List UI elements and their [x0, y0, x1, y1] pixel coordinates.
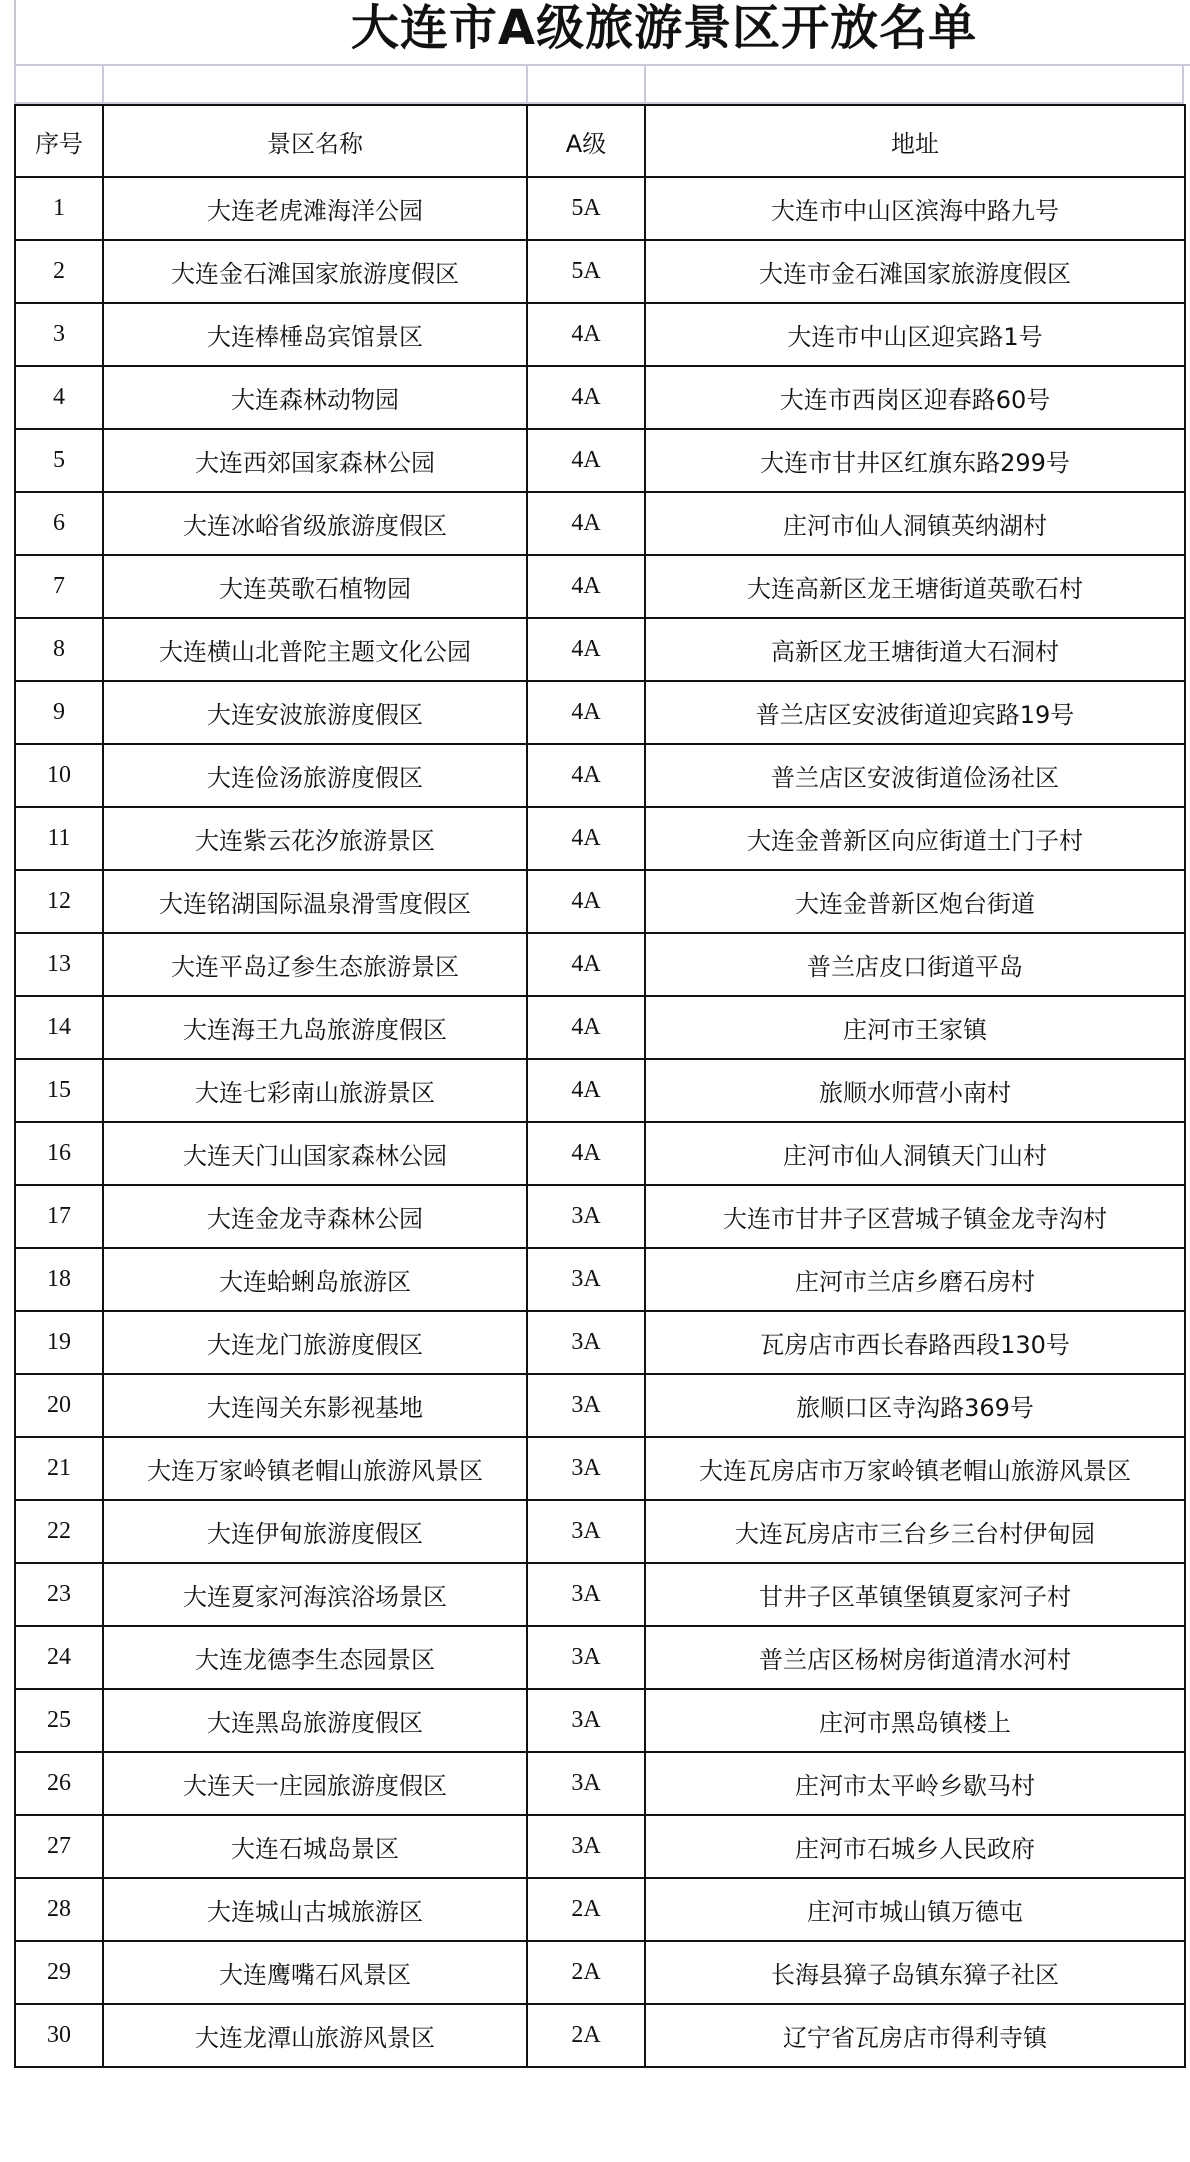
table-row: [15, 366, 1185, 429]
cell-address: 旅顺口区寺沟路369号: [645, 1374, 1185, 1437]
table-row: [15, 681, 1185, 744]
cell-level: 3A: [527, 1752, 645, 1815]
cell-address: 庄河市兰店乡磨石房村: [645, 1248, 1185, 1311]
cell-address: 庄河市黑岛镇楼上: [645, 1689, 1185, 1752]
cell-no: 11: [15, 807, 103, 870]
cell-name: 大连铭湖国际温泉滑雪度假区: [103, 870, 527, 933]
table-row: [15, 870, 1185, 933]
cell-no: 7: [15, 555, 103, 618]
cell-level: 4A: [527, 429, 645, 492]
scenic-spot-table: [14, 104, 1186, 2068]
cell-address: 庄河市仙人洞镇英纳湖村: [645, 492, 1185, 555]
cell-level: 3A: [527, 1500, 645, 1563]
cell-address: 辽宁省瓦房店市得利寺镇: [645, 2004, 1185, 2067]
table-row: [15, 1374, 1185, 1437]
cell-name: 大连城山古城旅游区: [103, 1878, 527, 1941]
cell-name: 大连英歌石植物园: [103, 555, 527, 618]
cell-level: 4A: [527, 681, 645, 744]
cell-name: 大连天门山国家森林公园: [103, 1122, 527, 1185]
cell-address: 大连瓦房店市三台乡三台村伊甸园: [645, 1500, 1185, 1563]
cell-address: 大连高新区龙王塘街道英歌石村: [645, 555, 1185, 618]
table-row: [15, 1815, 1185, 1878]
cell-level: 3A: [527, 1374, 645, 1437]
cell-name: 大连黑岛旅游度假区: [103, 1689, 527, 1752]
cell-address: 大连市中山区迎宾路1号: [645, 303, 1185, 366]
cell-address: 大连市金石滩国家旅游度假区: [645, 240, 1185, 303]
table-row: [15, 177, 1185, 240]
cell-level: 2A: [527, 1941, 645, 2004]
cell-no: 12: [15, 870, 103, 933]
empty-cell: [644, 66, 1184, 104]
table-row: [15, 807, 1185, 870]
table-row: [15, 429, 1185, 492]
cell-level: 3A: [527, 1815, 645, 1878]
cell-level: 4A: [527, 366, 645, 429]
cell-no: 15: [15, 1059, 103, 1122]
cell-no: 1: [15, 177, 103, 240]
cell-level: 2A: [527, 2004, 645, 2067]
title-row: [14, 0, 1190, 66]
cell-no: 23: [15, 1563, 103, 1626]
cell-level: 3A: [527, 1311, 645, 1374]
table-row: [15, 1248, 1185, 1311]
cell-name: 大连西郊国家森林公园: [103, 429, 527, 492]
cell-level: 4A: [527, 618, 645, 681]
cell-address: 庄河市城山镇万德屯: [645, 1878, 1185, 1941]
cell-name: 大连龙德李生态园景区: [103, 1626, 527, 1689]
cell-level: 3A: [527, 1689, 645, 1752]
cell-name: 大连俭汤旅游度假区: [103, 744, 527, 807]
cell-level: 3A: [527, 1563, 645, 1626]
cell-no: 25: [15, 1689, 103, 1752]
cell-address: 普兰店皮口街道平岛: [645, 933, 1185, 996]
cell-level: 4A: [527, 807, 645, 870]
table-row: [15, 1122, 1185, 1185]
table-row: [15, 492, 1185, 555]
cell-name: 大连闯关东影视基地: [103, 1374, 527, 1437]
cell-name: 大连七彩南山旅游景区: [103, 1059, 527, 1122]
table-row: [15, 744, 1185, 807]
cell-name: 大连冰峪省级旅游度假区: [103, 492, 527, 555]
cell-no: 6: [15, 492, 103, 555]
cell-no: 24: [15, 1626, 103, 1689]
table-row: [15, 933, 1185, 996]
table-row: [15, 1059, 1185, 1122]
table-row: [15, 240, 1185, 303]
cell-level: 4A: [527, 870, 645, 933]
cell-name: 大连安波旅游度假区: [103, 681, 527, 744]
empty-row: [14, 66, 1190, 104]
cell-address: 大连市甘井子区营城子镇金龙寺沟村: [645, 1185, 1185, 1248]
cell-name: 大连紫云花汐旅游景区: [103, 807, 527, 870]
cell-no: 8: [15, 618, 103, 681]
cell-no: 4: [15, 366, 103, 429]
header-level: A级: [527, 105, 645, 177]
table-row: [15, 1626, 1185, 1689]
cell-name: 大连老虎滩海洋公园: [103, 177, 527, 240]
cell-name: 大连石城岛景区: [103, 1815, 527, 1878]
table-row: [15, 1689, 1185, 1752]
cell-no: 21: [15, 1437, 103, 1500]
cell-no: 29: [15, 1941, 103, 2004]
cell-address: 普兰店区杨树房街道清水河村: [645, 1626, 1185, 1689]
cell-name: 大连伊甸旅游度假区: [103, 1500, 527, 1563]
cell-name: 大连金龙寺森林公园: [103, 1185, 527, 1248]
cell-no: 30: [15, 2004, 103, 2067]
cell-level: 4A: [527, 996, 645, 1059]
cell-level: 3A: [527, 1437, 645, 1500]
cell-name: 大连龙门旅游度假区: [103, 1311, 527, 1374]
cell-address: 普兰店区安波街道俭汤社区: [645, 744, 1185, 807]
cell-level: 3A: [527, 1185, 645, 1248]
table-row: [15, 1752, 1185, 1815]
cell-level: 5A: [527, 240, 645, 303]
table-row: [15, 1185, 1185, 1248]
cell-address: 甘井子区革镇堡镇夏家河子村: [645, 1563, 1185, 1626]
cell-no: 9: [15, 681, 103, 744]
cell-level: 4A: [527, 1122, 645, 1185]
cell-level: 5A: [527, 177, 645, 240]
table-row: [15, 1878, 1185, 1941]
table-row: [15, 1437, 1185, 1500]
cell-level: 4A: [527, 492, 645, 555]
cell-address: 庄河市石城乡人民政府: [645, 1815, 1185, 1878]
cell-address: 庄河市太平岭乡歇马村: [645, 1752, 1185, 1815]
table-header-row: [15, 105, 1185, 177]
cell-name: 大连蛤蜊岛旅游区: [103, 1248, 527, 1311]
header-name: 景区名称: [103, 105, 527, 177]
empty-cell: [14, 66, 102, 104]
cell-no: 3: [15, 303, 103, 366]
cell-name: 大连天一庄园旅游度假区: [103, 1752, 527, 1815]
cell-no: 17: [15, 1185, 103, 1248]
cell-name: 大连棒棰岛宾馆景区: [103, 303, 527, 366]
cell-no: 18: [15, 1248, 103, 1311]
cell-no: 20: [15, 1374, 103, 1437]
cell-level: 3A: [527, 1248, 645, 1311]
table-row: [15, 1311, 1185, 1374]
page-title: 大连市A级旅游景区开放名单: [350, 0, 978, 56]
cell-level: 3A: [527, 1626, 645, 1689]
cell-name: 大连夏家河海滨浴场景区: [103, 1563, 527, 1626]
cell-name: 大连海王九岛旅游度假区: [103, 996, 527, 1059]
header-no: 序号: [15, 105, 103, 177]
cell-no: 27: [15, 1815, 103, 1878]
cell-level: 4A: [527, 555, 645, 618]
cell-address: 高新区龙王塘街道大石洞村: [645, 618, 1185, 681]
cell-address: 大连市西岗区迎春路60号: [645, 366, 1185, 429]
cell-no: 22: [15, 1500, 103, 1563]
cell-name: 大连万家岭镇老帽山旅游风景区: [103, 1437, 527, 1500]
cell-address: 大连瓦房店市万家岭镇老帽山旅游风景区: [645, 1437, 1185, 1500]
cell-no: 5: [15, 429, 103, 492]
table-row: [15, 303, 1185, 366]
cell-address: 普兰店区安波街道迎宾路19号: [645, 681, 1185, 744]
cell-address: 庄河市仙人洞镇天门山村: [645, 1122, 1185, 1185]
cell-address: 长海县獐子岛镇东獐子社区: [645, 1941, 1185, 2004]
cell-name: 大连金石滩国家旅游度假区: [103, 240, 527, 303]
cell-address: 庄河市王家镇: [645, 996, 1185, 1059]
cell-address: 大连金普新区向应街道土门子村: [645, 807, 1185, 870]
cell-level: 4A: [527, 303, 645, 366]
cell-level: 4A: [527, 933, 645, 996]
cell-name: 大连平岛辽参生态旅游景区: [103, 933, 527, 996]
cell-no: 26: [15, 1752, 103, 1815]
cell-no: 16: [15, 1122, 103, 1185]
cell-address: 大连金普新区炮台街道: [645, 870, 1185, 933]
table-row: [15, 1563, 1185, 1626]
cell-name: 大连龙潭山旅游风景区: [103, 2004, 527, 2067]
cell-no: 14: [15, 996, 103, 1059]
cell-level: 4A: [527, 744, 645, 807]
cell-address: 大连市中山区滨海中路九号: [645, 177, 1185, 240]
table-row: [15, 1941, 1185, 2004]
cell-address: 旅顺水师营小南村: [645, 1059, 1185, 1122]
cell-level: 2A: [527, 1878, 645, 1941]
cell-address: 大连市甘井区红旗东路299号: [645, 429, 1185, 492]
cell-no: 28: [15, 1878, 103, 1941]
table-row: [15, 1500, 1185, 1563]
cell-name: 大连鹰嘴石风景区: [103, 1941, 527, 2004]
cell-address: 瓦房店市西长春路西段130号: [645, 1311, 1185, 1374]
table-row: [15, 2004, 1185, 2067]
cell-no: 2: [15, 240, 103, 303]
cell-name: 大连横山北普陀主题文化公园: [103, 618, 527, 681]
empty-cell: [102, 66, 526, 104]
table-row: [15, 996, 1185, 1059]
header-address: 地址: [645, 105, 1185, 177]
cell-no: 13: [15, 933, 103, 996]
empty-cell: [526, 66, 644, 104]
table-row: [15, 555, 1185, 618]
cell-no: 10: [15, 744, 103, 807]
cell-no: 19: [15, 1311, 103, 1374]
cell-name: 大连森林动物园: [103, 366, 527, 429]
table-row: [15, 618, 1185, 681]
cell-level: 4A: [527, 1059, 645, 1122]
